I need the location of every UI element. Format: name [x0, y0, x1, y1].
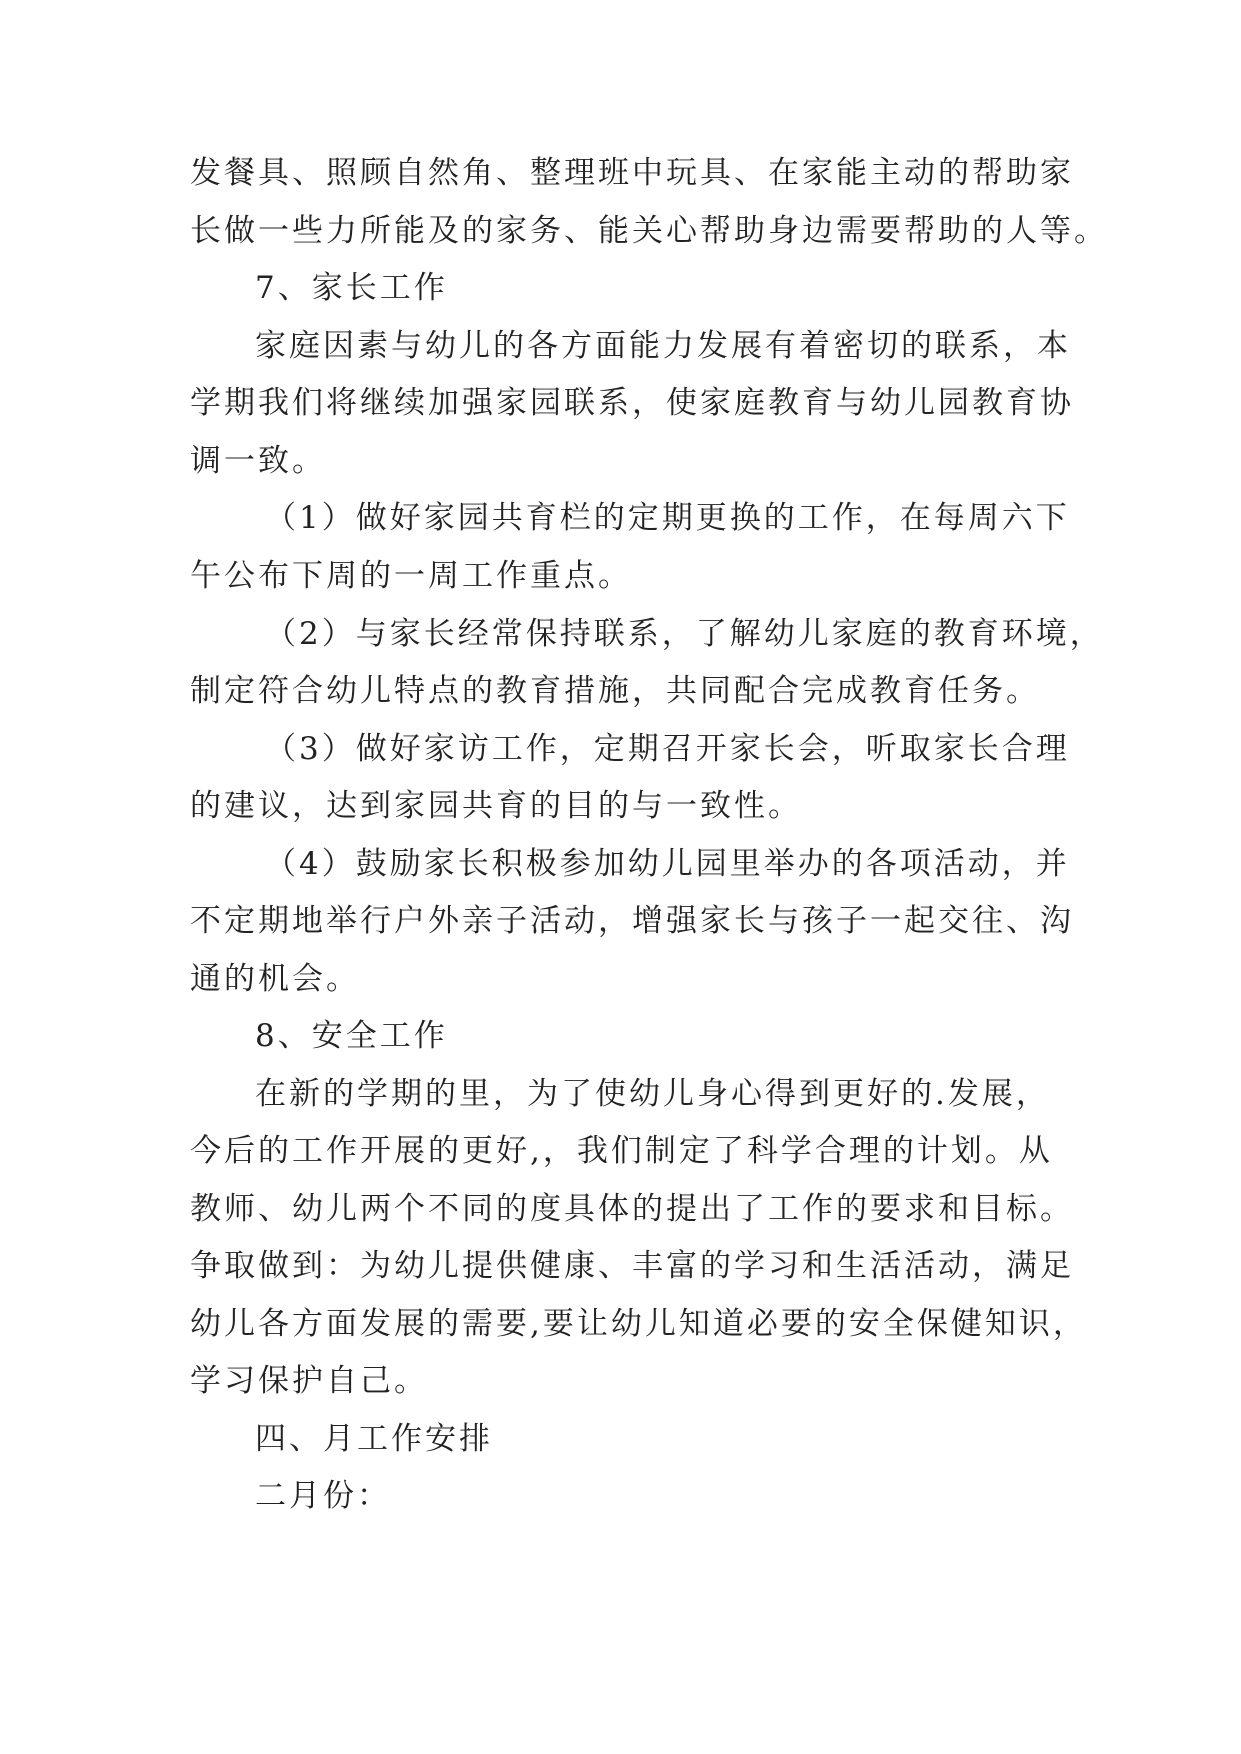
section-heading-safety-work: 8、安全工作 [255, 1018, 448, 1054]
list-item-1: （1）做好家园共育栏的定期更换的工作，在每周六下 [265, 500, 1070, 536]
text-line: 教师、幼儿两个不同的度具体的提出了工作的要求和目标。 [190, 1191, 1074, 1227]
text-line: 学期我们将继续加强家园联系，使家庭教育与幼儿园教育协 [190, 385, 1074, 421]
text-line: 长做一些力所能及的家务、能关心帮助身边需要帮助的人等。 [190, 213, 1108, 249]
text-line: 通的机会。 [190, 961, 360, 997]
section-heading-parent-work: 7、家长工作 [255, 270, 448, 306]
text-line: 午公布下周的一周工作重点。 [190, 558, 632, 594]
text-line: 幼儿各方面发展的需要,要让幼儿知道必要的安全保健知识， [190, 1306, 1087, 1342]
text-line: 学习保护自己。 [190, 1363, 428, 1399]
text-line: 制定符合幼儿特点的教育措施，共同配合完成教育任务。 [190, 673, 1040, 709]
list-item-2: （2）与家长经常保持联系，了解幼儿家庭的教育环境， [265, 616, 1104, 652]
text-line: 在新的学期的里，为了使幼儿身心得到更好的.发展， [255, 1076, 1050, 1112]
text-line: 的建议，达到家园共育的目的与一致性。 [190, 788, 802, 824]
text-line: 调一致。 [190, 443, 326, 479]
section-heading-monthly-plan: 四、月工作安排 [255, 1421, 493, 1457]
subheading-february: 二月份： [255, 1478, 391, 1514]
text-line: 不定期地举行户外亲子活动，增强家长与孩子一起交往、沟 [190, 903, 1074, 939]
text-line: 争取做到：为幼儿提供健康、丰富的学习和生活活动，满足 [190, 1248, 1074, 1284]
text-line: 发餐具、照顾自然角、整理班中玩具、在家能主动的帮助家 [190, 155, 1074, 191]
text-line: 家庭因素与幼儿的各方面能力发展有着密切的联系，本 [255, 328, 1071, 364]
list-item-3: （3）做好家访工作，定期召开家长会，听取家长合理 [265, 731, 1070, 767]
list-item-4: （4）鼓励家长积极参加幼儿园里举办的各项活动，并 [265, 846, 1070, 882]
text-line: 今后的工作开展的更好,，我们制定了科学合理的计划。从 [190, 1133, 1053, 1169]
